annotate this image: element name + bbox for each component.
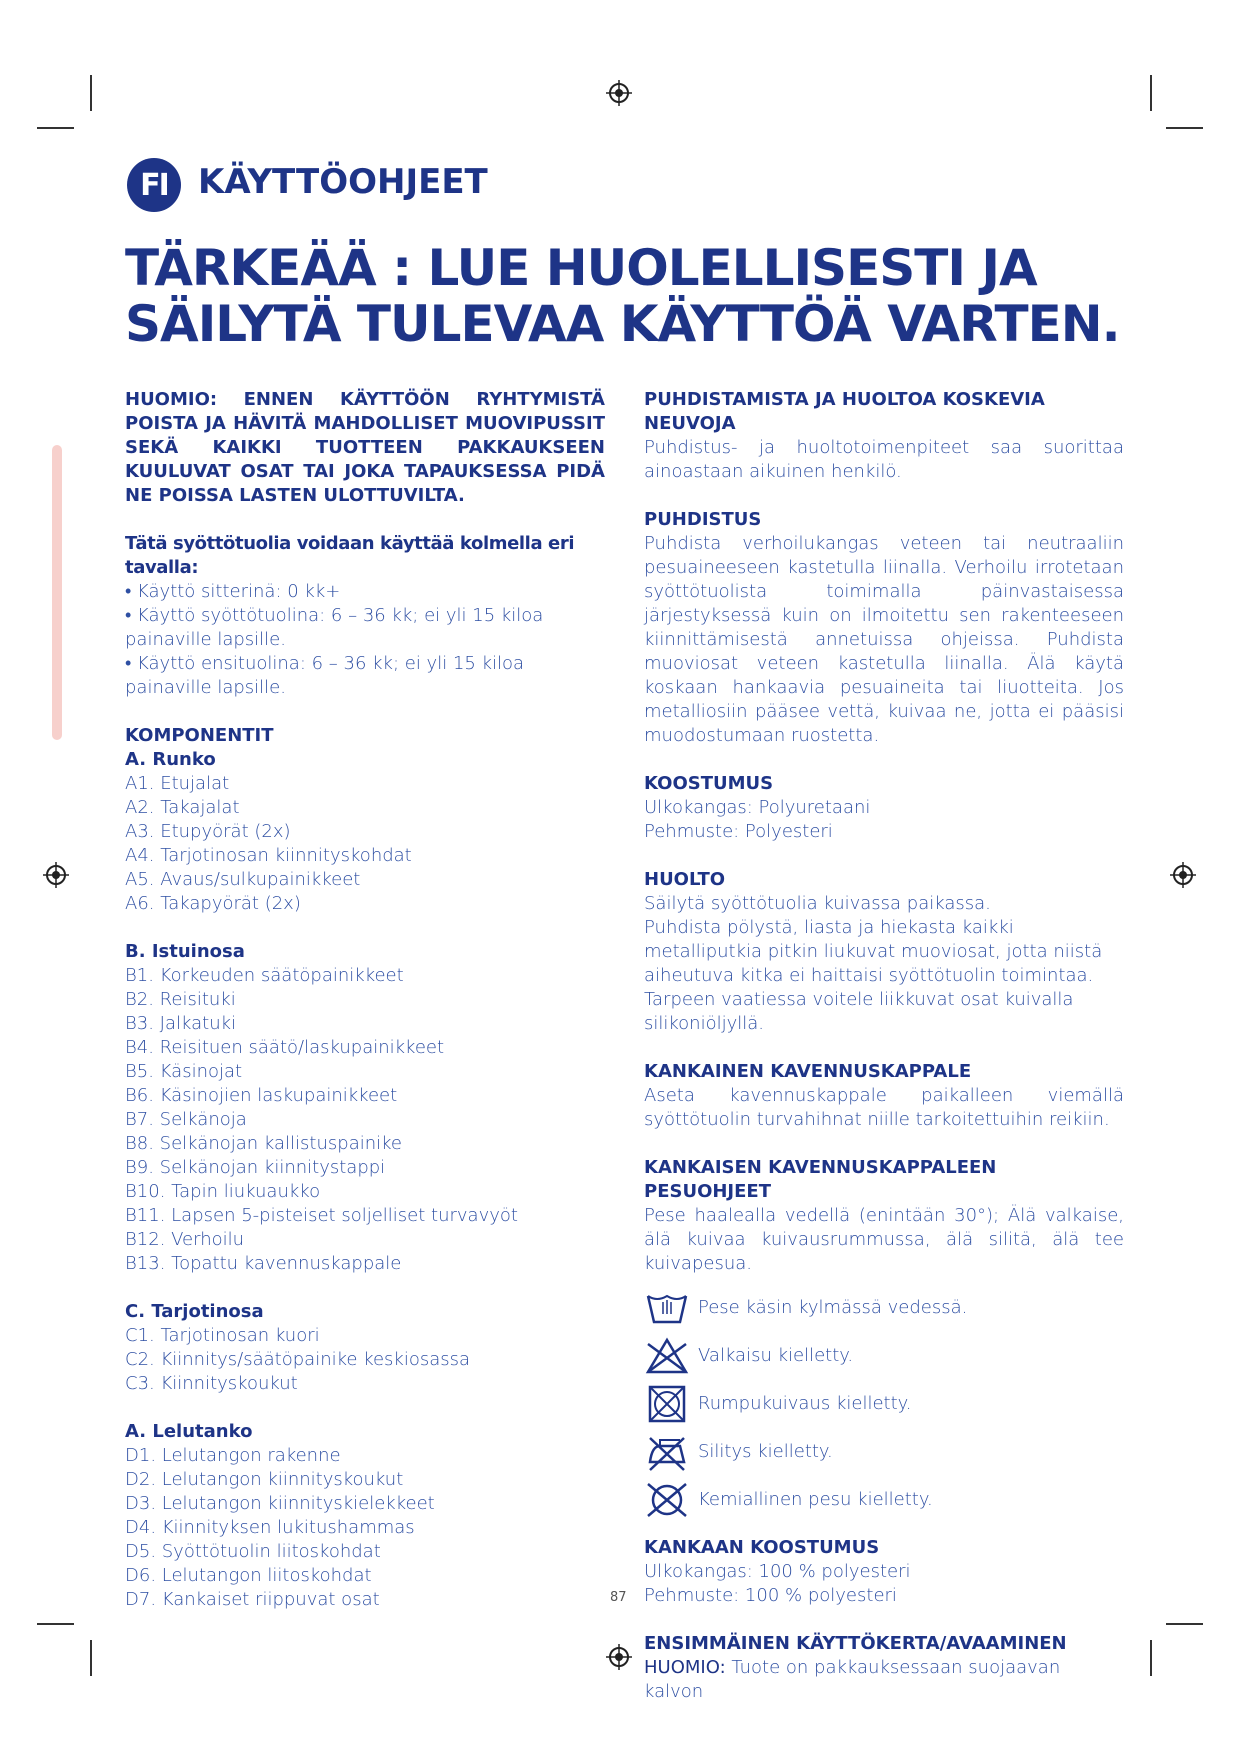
section-heading: KOOSTUMUS: [644, 773, 774, 794]
component-item: B3. Jalkatuki: [125, 1013, 237, 1034]
component-item: D7. Kankaiset riippuvat osat: [125, 1589, 380, 1610]
section-heading: KANKAINEN KAVENNUSKAPPALE: [644, 1061, 972, 1082]
fabric-line: Pehmuste: 100 % polyesteri: [644, 1585, 897, 1606]
section-line: Ulkokangas: Polyuretaani: [644, 797, 871, 818]
registration-mark-icon: [606, 1644, 632, 1670]
care-instruction: [644, 1332, 1124, 1380]
section-text: Puhdistus- ja huoltotoimenpiteet saa suorittaa ainoastaan aikuinen henkilö.: [644, 437, 1124, 482]
component-item: B1. Korkeuden säätöpainikkeet: [125, 965, 404, 986]
spacer: [125, 1276, 605, 1300]
section-heading: HUOLTO: [644, 869, 726, 890]
first-use-heading: ENSIMMÄINEN KÄYTTÖKERTA/AVAAMINEN: [644, 1633, 1067, 1654]
component-item: D5. Syöttötuolin liitoskohdat: [125, 1541, 381, 1562]
no-dry-clean-icon: [644, 1480, 690, 1520]
component-item: A2. Takajalat: [125, 797, 240, 818]
component-item: A1. Etujalat: [125, 773, 230, 794]
spacer: [644, 484, 1124, 508]
no-bleach-icon: [644, 1336, 690, 1376]
use-item: • Käyttö ensituolina: 6 – 36 kk; ei yli 15 kiloa painaville lapsille.: [125, 653, 525, 698]
component-item: D6. Lelutangon liitoskohdat: [125, 1565, 372, 1586]
section-line: Tarpeen vaatiessa voitele liikkuvat osat kuivalla silikoniöljyllä.: [644, 989, 1074, 1034]
use-item: • Käyttö syöttötuolina: 6 – 36 kk; ei yli 15 kiloa painaville lapsille.: [125, 605, 544, 650]
section-text: Pese haalealla vedellä (enintään 30°); Älä valkaise, älä kuivaa kuivausrummussa, älä silitä, älä tee kuivapesua.: [644, 1205, 1124, 1274]
section-line: Säilytä syöttötuolia kuivassa paikassa.: [644, 893, 991, 914]
use-item: • Käyttö sitterinä: 0 kk+: [125, 581, 341, 602]
section-title: KÄYTTÖOHJEET: [198, 162, 488, 202]
component-item: D4. Kiinnityksen lukitushammas: [125, 1517, 415, 1538]
warning-text: HUOMIO: ENNEN KÄYTTÖÖN RYHTYMISTÄ POISTA JA HÄVITÄ MAHDOLLISET MUOVIPUSSIT SEKÄ KAIKKI TUOTTEEN PAKKAUKSEEN KUULUVAT OSAT TAI JOKA TAPAUKSESSA PIDÄ NE POISSA LASTEN ULOTTUVILTA.: [125, 389, 605, 506]
spacer: [644, 1036, 1124, 1060]
care-text: Valkaisu kielletty.: [698, 1345, 854, 1366]
page-number: 87: [610, 1590, 627, 1605]
component-item: B12. Verhoilu: [125, 1229, 245, 1250]
care-text: Kemiallinen pesu kielletty.: [698, 1489, 933, 1510]
component-group-title: A. Runko: [125, 749, 216, 770]
right-column: [644, 388, 1124, 1704]
registration-mark-icon: [43, 862, 69, 888]
margin-stripe: [52, 445, 62, 740]
registration-mark-icon: [1170, 862, 1196, 888]
component-group-title: C. Tarjotinosa: [125, 1301, 264, 1322]
component-item: B9. Selkänojan kiinnitystappi: [125, 1157, 386, 1178]
spacer: [644, 748, 1124, 772]
component-item: A6. Takapyörät (2x): [125, 893, 301, 914]
uses-heading: Tätä syöttötuolia voidaan käyttää kolmella eri tavalla:: [125, 533, 575, 578]
first-use-label: HUOMIO:: [644, 1657, 726, 1678]
fabric-heading: KANKAAN KOOSTUMUS: [644, 1537, 880, 1558]
section-line: Pehmuste: Polyesteri: [644, 821, 833, 842]
section-heading: PUHDISTUS: [644, 509, 762, 530]
care-instruction: [644, 1476, 1124, 1524]
component-item: B4. Reisituen säätö/laskupainikkeet: [125, 1037, 445, 1058]
component-item: C2. Kiinnitys/säätöpainike keskiosassa: [125, 1349, 471, 1370]
section-heading: KANKAISEN KAVENNUSKAPPALEEN PESUOHJEET: [644, 1157, 997, 1202]
component-item: A4. Tarjotinosan kiinnityskohdat: [125, 845, 412, 866]
section-heading: PUHDISTAMISTA JA HUOLTOA KOSKEVIA NEUVOJA: [644, 389, 1045, 434]
care-instruction: [644, 1428, 1124, 1476]
component-group-title: B. Istuinosa: [125, 941, 245, 962]
component-item: B7. Selkänoja: [125, 1109, 247, 1130]
care-instruction: [644, 1380, 1124, 1428]
component-group-title: A. Lelutanko: [125, 1421, 253, 1442]
first-use-text: [644, 1656, 1124, 1704]
components-heading: KOMPONENTIT: [125, 725, 274, 746]
component-item: B13. Topattu kavennuskappale: [125, 1253, 402, 1274]
fabric-line: Ulkokangas: 100 % polyesteri: [644, 1561, 911, 1582]
component-item: B5. Käsinojat: [125, 1061, 243, 1082]
hand-wash-icon: [644, 1288, 690, 1328]
section-text: Puhdista verhoilukangas veteen tai neutraaliin pesuaineeseen kastetulla liinalla. Verhoilu irrotetaan syöttötuolista toimimalla päinvastaisessa järjestyksessä kuin on ilmoitettu sen rakenteeseen kiinnittämisestä annetuissa ohjeissa. Puhdista muoviosat veteen kastetulla liinalla. Älä käytä koskaan hankaavia pesuaineita tai liuotteita. Jos metalliosiin pääsee vettä, kuivaa ne, jotta ei pääsisi muodostumaan ruostetta.: [644, 533, 1124, 746]
component-item: D2. Lelutangon kiinnityskoukut: [125, 1469, 404, 1490]
component-item: B8. Selkänojan kallistuspainike: [125, 1133, 402, 1154]
registration-mark-icon: [606, 80, 632, 106]
section-line: Puhdista pölystä, liasta ja hiekasta kaikki metalliputkia pitkin liukuvat muoviosat, jotta niistä aiheutuva kitka ei haittaisi syöttötuolin toimintaa.: [644, 917, 1103, 986]
no-iron-icon: [644, 1432, 690, 1472]
no-tumble-dry-icon: [644, 1384, 690, 1424]
spacer: [125, 916, 605, 940]
care-text: Pese käsin kylmässä vedessä.: [698, 1297, 968, 1318]
component-item: A5. Avaus/sulkupainikkeet: [125, 869, 361, 890]
component-item: B10. Tapin liukuaukko: [125, 1181, 321, 1202]
component-item: B6. Käsinojien laskupainikkeet: [125, 1085, 398, 1106]
page-title: TÄRKEÄÄ : LUE HUOLELLISESTI JA SÄILYTÄ TULEVAA KÄYTTÖÄ VARTEN.: [125, 239, 1120, 353]
section-text: Aseta kavennuskappale paikalleen viemällä syöttötuolin turvahihnat niille tarkoitettuihin reikiin.: [644, 1085, 1124, 1130]
first-use-body: Tuote on pakkauksessaan suojaavan kalvon: [644, 1657, 1061, 1702]
care-text: Rumpukuivaus kielletty.: [698, 1393, 912, 1414]
component-item: B2. Reisituki: [125, 989, 236, 1010]
component-item: C1. Tarjotinosan kuori: [125, 1325, 320, 1346]
component-item: B11. Lapsen 5-pisteiset soljelliset turvavyöt: [125, 1205, 518, 1226]
spacer: [644, 1132, 1124, 1156]
component-item: D1. Lelutangon rakenne: [125, 1445, 341, 1466]
component-item: D3. Lelutangon kiinnityskielekkeet: [125, 1493, 435, 1514]
left-column: [125, 388, 605, 1612]
care-instruction: [644, 1284, 1124, 1332]
language-badge: FI: [127, 158, 181, 212]
component-item: A3. Etupyörät (2x): [125, 821, 291, 842]
component-item: C3. Kiinnityskoukut: [125, 1373, 298, 1394]
spacer: [125, 1396, 605, 1420]
spacer: [644, 844, 1124, 868]
care-text: Silitys kielletty.: [698, 1441, 833, 1462]
